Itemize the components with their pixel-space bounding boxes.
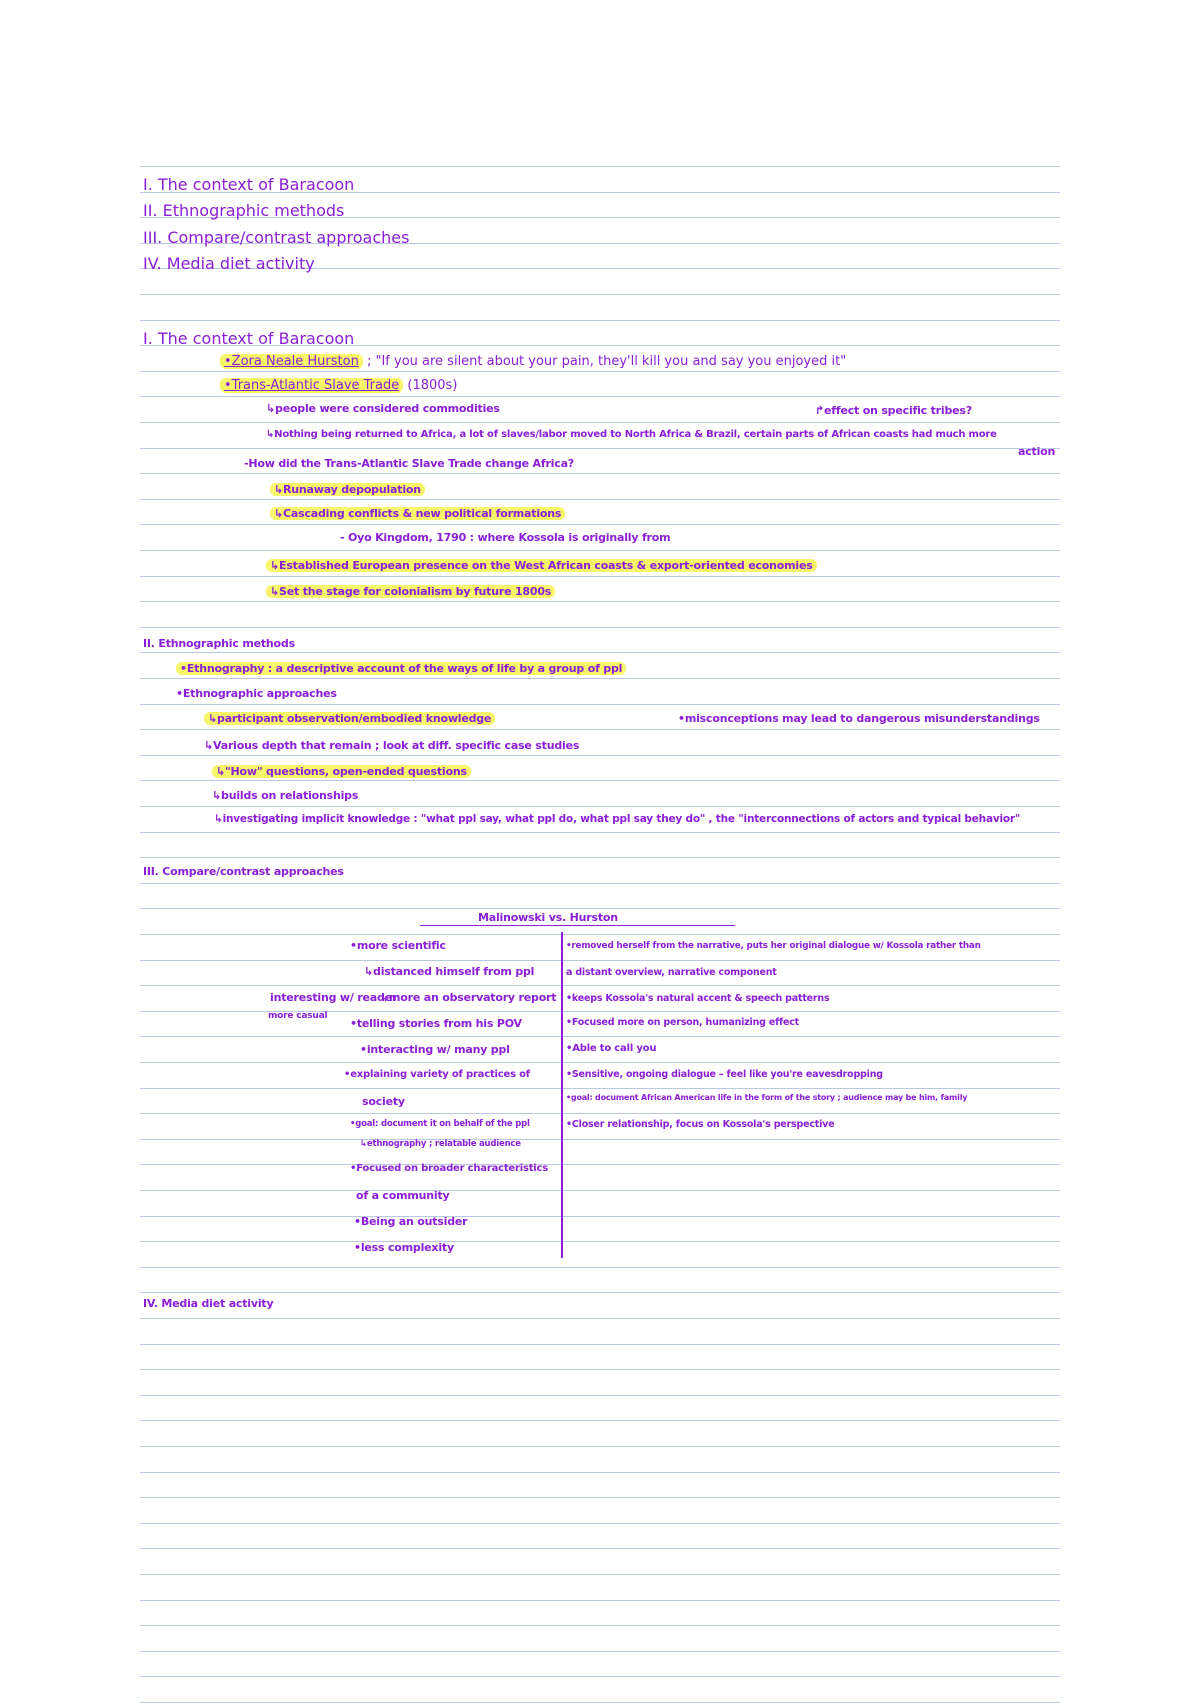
ruled-line (140, 499, 1060, 500)
ruled-line (140, 371, 1060, 372)
change-4: ↳Set the stage for colonialism by future 1800s (266, 586, 555, 597)
ruled-line (140, 1446, 1060, 1447)
trade-line (220, 379, 457, 392)
section4-heading: IV. Media diet activity (143, 1297, 274, 1310)
left-margin-note: interesting w/ reader (270, 991, 398, 1004)
table-title-underline (420, 925, 735, 926)
hurston-item: •keeps Kossola's natural accent & speech patterns (566, 993, 830, 1004)
ruled-line (140, 422, 1060, 423)
zora-line (220, 355, 846, 368)
ruled-line (140, 1088, 1060, 1089)
hurston-item: •removed herself from the narrative, puts her original dialogue w/ Kossola rather than (566, 941, 981, 951)
ruled-line (140, 1318, 1060, 1319)
ruled-line (140, 960, 1060, 961)
ruled-line (140, 857, 1060, 858)
change-2: ↳Cascading conflicts & new political formations (270, 508, 565, 519)
ruled-line (140, 1472, 1060, 1473)
approach-1: ↳participant observation/embodied knowledge (204, 713, 495, 724)
malinowski-item: ↳distanced himself from ppl (364, 965, 535, 978)
approach-5: ↳investigating implicit knowledge : "what ppl say, what ppl do, what ppl say they do" , the "interconnections of actors and typical behavior" (214, 813, 1021, 825)
trade-date: (1800s) (407, 378, 458, 393)
ruled-line (140, 1190, 1060, 1191)
ruled-line (140, 473, 1060, 474)
ruled-line (140, 1344, 1060, 1345)
africa-note-cont: action (1018, 445, 1056, 458)
hurston-item: •goal: document African American life in the form of the story ; audience may be him, family (566, 1093, 968, 1102)
ethnography-def: •Ethnography : a descriptive account of the ways of life by a group of ppl (176, 663, 626, 674)
section3-heading: III. Compare/contrast approaches (143, 865, 344, 878)
ruled-line (140, 678, 1060, 679)
ruled-line (140, 1267, 1060, 1268)
trade-label: •Trans-Atlantic Slave Trade (220, 378, 403, 393)
ruled-line (140, 576, 1060, 577)
ruled-line (140, 396, 1060, 397)
oyo-note: - Oyo Kingdom, 1790 : where Kossola is originally from (340, 531, 671, 544)
ruled-line (140, 550, 1060, 551)
ruled-line (140, 1497, 1060, 1498)
hurston-item: •Focused more on person, humanizing effect (566, 1017, 799, 1028)
ruled-line (140, 883, 1060, 884)
ruled-line (140, 1600, 1060, 1601)
left-margin-note-2: more casual (268, 1011, 328, 1021)
ruled-line (140, 320, 1060, 321)
malinowski-item: •goal: document it on behalf of the ppl (350, 1119, 530, 1129)
malinowski-item: •more scientific (350, 939, 446, 952)
ruled-line (140, 627, 1060, 628)
approach-4: ↳builds on relationships (212, 789, 359, 802)
ruled-line (140, 806, 1060, 807)
ruled-line (140, 832, 1060, 833)
hurston-item: a distant overview, narrative component (566, 967, 777, 978)
ruled-line (140, 1241, 1060, 1242)
misconceptions-note: •misconceptions may lead to dangerous misunderstandings (678, 712, 1040, 725)
ruled-line (140, 1523, 1060, 1524)
ruled-line (140, 1651, 1060, 1652)
malinowski-item: ↳ethnography ; relatable audience (360, 1139, 521, 1149)
zora-label: •Zora Neale Hurston (220, 354, 363, 369)
ruled-line (140, 1420, 1060, 1421)
ruled-line (140, 601, 1060, 602)
change-3: ↳Established European presence on the West African coasts & export-oriented economies (266, 560, 817, 571)
malinowski-item: •interacting w/ many ppl (360, 1043, 510, 1056)
zora-quote: ; "If you are silent about your pain, they'll kill you and say you enjoyed it" (366, 354, 847, 369)
malinowski-item: of a community (356, 1189, 450, 1202)
malinowski-item: •explaining variety of practices of (344, 1069, 530, 1080)
ruled-line (140, 1036, 1060, 1037)
ruled-line (140, 934, 1060, 935)
ruled-line (140, 985, 1060, 986)
ruled-line (140, 1369, 1060, 1370)
ruled-line (140, 755, 1060, 756)
ethno-approaches: •Ethnographic approaches (176, 687, 337, 700)
ruled-line (140, 524, 1060, 525)
ruled-line (140, 1164, 1060, 1165)
outline-item-4: IV. Media diet activity (143, 254, 315, 273)
ruled-line (140, 1292, 1060, 1293)
hurston-item: •Closer relationship, focus on Kossola's perspective (566, 1119, 835, 1130)
ruled-line (140, 1062, 1060, 1063)
table-title: Malinowski vs. Hurston (478, 911, 618, 924)
ruled-line (140, 1574, 1060, 1575)
change-1: ↳Runaway depopulation (270, 484, 425, 495)
approach-2: ↳Various depth that remain ; look at diff. specific case studies (204, 739, 580, 752)
ruled-line (140, 652, 1060, 653)
approach-3: ↳"How" questions, open-ended questions (212, 766, 471, 777)
ruled-line (140, 1395, 1060, 1396)
malinowski-item: •Being an outsider (354, 1215, 468, 1228)
ruled-line (140, 1676, 1060, 1677)
malinowski-item: ↳more an observatory report (380, 991, 557, 1004)
malinowski-item: society (362, 1095, 405, 1108)
ruled-line (140, 1216, 1060, 1217)
change-question: -How did the Trans-Atlantic Slave Trade change Africa? (244, 457, 574, 470)
hurston-item: •Able to call you (566, 1043, 657, 1054)
section1-heading: I. The context of Baracoon (143, 329, 355, 348)
ruled-line (140, 704, 1060, 705)
outline-item-1: I. The context of Baracoon (143, 175, 355, 194)
malinowski-item: •Focused on broader characteristics (350, 1163, 549, 1174)
ruled-line (140, 1139, 1060, 1140)
malinowski-item: •telling stories from his POV (350, 1017, 522, 1030)
malinowski-item: •less complexity (354, 1241, 454, 1254)
tribes-side-note: ↱effect on specific tribes? (815, 404, 972, 417)
ruled-line (140, 729, 1060, 730)
section2-heading: II. Ethnographic methods (143, 637, 295, 650)
commodities-note: ↳people were considered commodities (266, 402, 500, 415)
hurston-item: •Sensitive, ongoing dialogue – feel like you're eavesdropping (566, 1069, 883, 1080)
ruled-line (140, 780, 1060, 781)
outline-item-3: III. Compare/contrast approaches (143, 228, 410, 247)
table-divider (561, 932, 563, 1258)
outline-item-2: II. Ethnographic methods (143, 201, 345, 220)
ruled-line (140, 1113, 1060, 1114)
ruled-line (140, 1548, 1060, 1549)
ruled-line (140, 294, 1060, 295)
ruled-line (140, 1625, 1060, 1626)
africa-note: ↳Nothing being returned to Africa, a lot of slaves/labor moved to North Africa & Brazil, certain parts of African coasts had much more (266, 429, 997, 440)
ruled-line (140, 908, 1060, 909)
ruled-line (140, 448, 1060, 449)
ruled-line (140, 166, 1060, 167)
